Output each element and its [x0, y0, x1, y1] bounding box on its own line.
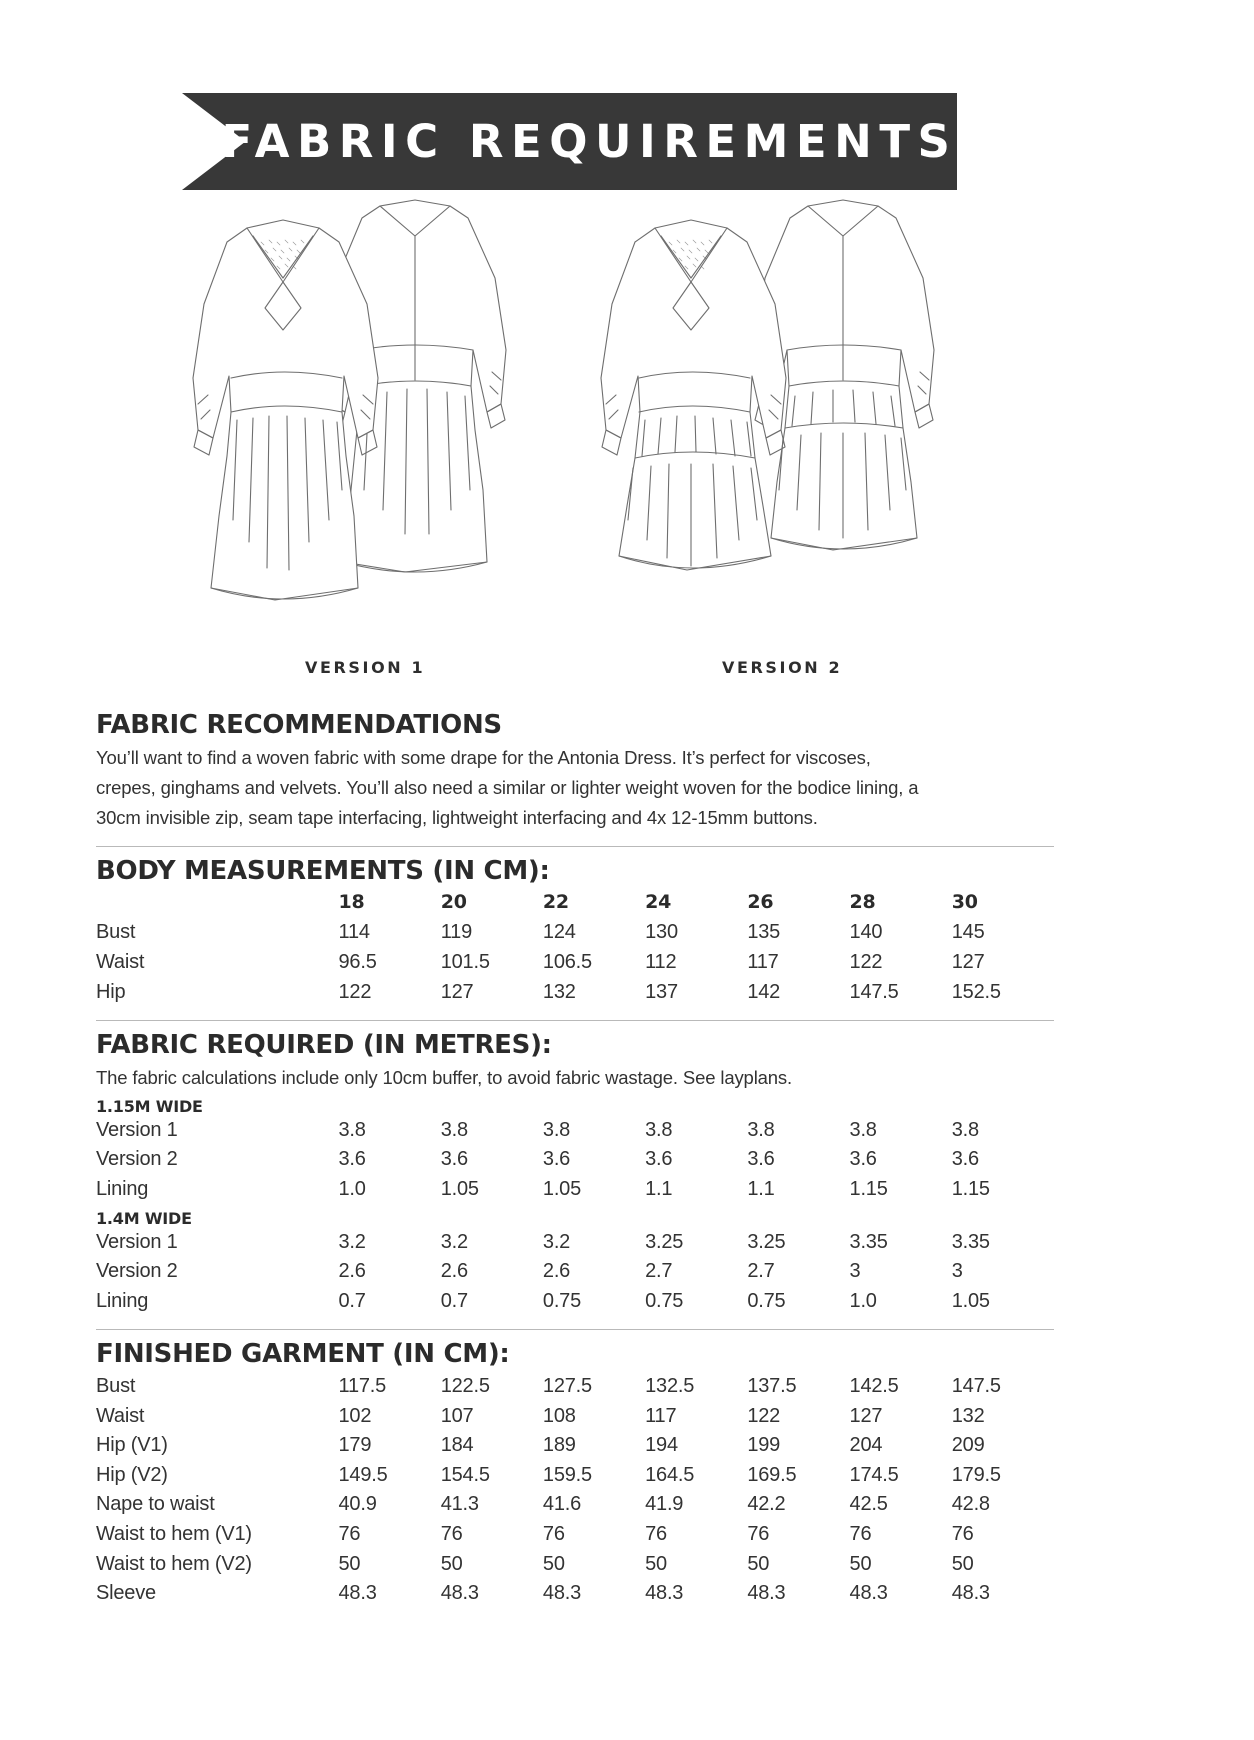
size-header-blank	[96, 888, 339, 918]
size-header: 20	[440, 891, 467, 914]
cell: 199	[747, 1434, 781, 1457]
row-label: Version 2	[96, 1148, 178, 1171]
body-measurements-heading: BODY MEASUREMENTS (IN CM):	[96, 855, 550, 886]
body-measurements-table	[96, 888, 1054, 1007]
cell: 117	[747, 950, 779, 973]
version-1-label: VERSION 1	[305, 658, 426, 677]
row-label: Bust	[96, 1375, 136, 1398]
size-header: 30	[951, 891, 978, 914]
divider	[96, 846, 1054, 847]
cell: 1.15	[951, 1177, 990, 1200]
cell: 2.6	[440, 1260, 468, 1283]
fabric-required-heading: FABRIC REQUIRED (IN METRES):	[96, 1030, 552, 1061]
cell: 209	[951, 1434, 985, 1457]
cell: 42.2	[747, 1493, 786, 1516]
cell: 145	[951, 921, 985, 944]
cell: 169.5	[747, 1463, 797, 1486]
cell: 119	[440, 921, 472, 944]
cell: 124	[542, 921, 576, 944]
cell: 3.8	[645, 1118, 673, 1141]
cell: 50	[440, 1552, 463, 1575]
cell: 3.6	[645, 1148, 673, 1171]
fabric-recommendations-line-3: 30cm invisible zip, seam tape interfacing, lightweight interfacing and 4x 12-15mm buttons.	[96, 806, 818, 828]
cell: 3.2	[338, 1230, 366, 1253]
size-header: 24	[645, 891, 672, 914]
cell: 2.7	[747, 1260, 775, 1283]
cell: 40.9	[338, 1493, 377, 1516]
size-header: 26	[747, 891, 774, 914]
cell: 50	[951, 1552, 974, 1575]
cell: 41.3	[440, 1493, 479, 1516]
cell: 137.5	[747, 1375, 797, 1398]
cell: 41.6	[542, 1493, 582, 1516]
table-header-row	[96, 888, 1054, 918]
cell: 127	[849, 1404, 883, 1427]
cell: 3.6	[849, 1148, 877, 1171]
cell: 3.35	[951, 1230, 990, 1253]
cell: 194	[645, 1434, 678, 1457]
cell: 117	[645, 1404, 677, 1427]
row-label: Version 2	[96, 1260, 178, 1283]
cell: 1.0	[849, 1289, 877, 1312]
cell: 2.6	[338, 1260, 366, 1283]
cell: 0.7	[440, 1289, 468, 1312]
cell: 42.5	[849, 1493, 888, 1516]
v1-back-view	[193, 220, 378, 600]
table-row	[96, 1579, 1054, 1609]
cell: 107	[440, 1404, 474, 1427]
cell: 50	[747, 1552, 770, 1575]
cell: 42.8	[951, 1493, 990, 1516]
cell: 149.5	[338, 1463, 388, 1486]
fabric-width-14-heading: 1.4M WIDE	[96, 1208, 192, 1228]
cell: 3	[951, 1260, 963, 1283]
cell: 0.75	[645, 1289, 684, 1312]
cell: 3.6	[440, 1148, 468, 1171]
table-row	[96, 948, 1054, 978]
cell: 154.5	[440, 1463, 490, 1486]
cell: 140	[849, 921, 883, 944]
cell: 76	[645, 1522, 667, 1545]
cell: 127.5	[542, 1375, 592, 1398]
fabric-recommendations-section	[96, 710, 1054, 833]
finished-garment-table	[96, 1372, 1054, 1609]
cell: 174.5	[849, 1463, 899, 1486]
table-row	[96, 1461, 1054, 1491]
cell: 48.3	[542, 1582, 582, 1605]
cell: 0.7	[338, 1289, 366, 1312]
content-area	[96, 710, 1054, 1609]
table-row	[96, 1431, 1054, 1461]
cell: 50	[542, 1552, 565, 1575]
table-row	[96, 918, 1054, 948]
cell: 3.8	[440, 1118, 468, 1141]
cell: 114	[338, 921, 370, 944]
cell: 76	[747, 1522, 770, 1545]
cell: 147.5	[849, 980, 899, 1003]
table-row	[96, 1145, 1054, 1175]
cell: 122	[338, 980, 372, 1003]
cell: 48.3	[747, 1582, 786, 1605]
cell: 3.25	[747, 1230, 786, 1253]
cell: 3.6	[951, 1148, 979, 1171]
version-2-label: VERSION 2	[722, 658, 843, 677]
cell: 0.75	[747, 1289, 786, 1312]
cell: 96.5	[338, 950, 377, 973]
fabric-recommendations-line-2: crepes, ginghams and velvets. You’ll also need a similar or lighter weight woven for the bodice lining, a	[96, 776, 919, 798]
cell: 48.3	[645, 1582, 684, 1605]
fabric-required-14-table	[96, 1228, 1054, 1317]
cell: 112	[645, 950, 677, 973]
cell: 76	[338, 1522, 361, 1545]
row-label: Waist	[96, 1404, 145, 1427]
cell: 3.8	[849, 1118, 877, 1141]
cell: 122.5	[440, 1375, 490, 1398]
version-1-illustration	[165, 190, 525, 610]
cell: 76	[440, 1522, 463, 1545]
cell: 3.8	[747, 1118, 775, 1141]
cell: 204	[849, 1434, 883, 1457]
row-label: Waist to hem (V2)	[96, 1552, 252, 1575]
garment-illustrations	[0, 190, 1254, 610]
row-label: Version 1	[96, 1118, 178, 1141]
divider	[96, 1329, 1054, 1330]
row-label: Nape to waist	[96, 1493, 215, 1516]
page-title: FABRIC REQUIREMENTS	[221, 115, 958, 168]
row-label: Waist	[96, 950, 145, 973]
cell: 164.5	[645, 1463, 695, 1486]
row-label: Hip (V2)	[96, 1463, 168, 1486]
cell: 0.75	[542, 1289, 582, 1312]
size-header: 28	[849, 891, 876, 914]
cell: 132	[542, 980, 576, 1003]
row-label: Bust	[96, 921, 136, 944]
table-row	[96, 1550, 1054, 1580]
cell: 1.1	[747, 1177, 775, 1200]
cell: 184	[440, 1434, 474, 1457]
cell: 50	[645, 1552, 667, 1575]
cell: 3.6	[747, 1148, 775, 1171]
finished-garment-heading: FINISHED GARMENT (IN CM):	[96, 1339, 510, 1370]
cell: 189	[542, 1434, 576, 1457]
row-label: Version 1	[96, 1230, 178, 1253]
row-label: Hip (V1)	[96, 1434, 168, 1457]
version-labels	[0, 658, 1254, 688]
cell: 130	[645, 921, 678, 944]
cell: 3.6	[542, 1148, 571, 1171]
table-row	[96, 1228, 1054, 1258]
version-2-illustration	[575, 190, 975, 610]
table-row	[96, 978, 1054, 1008]
cell: 3.25	[645, 1230, 684, 1253]
cell: 132	[951, 1404, 985, 1427]
cell: 152.5	[951, 980, 1001, 1003]
table-row	[96, 1490, 1054, 1520]
cell: 2.7	[645, 1260, 673, 1283]
cell: 117.5	[338, 1375, 387, 1398]
cell: 3.8	[338, 1118, 366, 1141]
cell: 76	[849, 1522, 872, 1545]
row-label: Hip	[96, 980, 126, 1003]
row-label: Lining	[96, 1289, 149, 1312]
cell: 3.2	[542, 1230, 571, 1253]
fabric-width-115-heading: 1.15M WIDE	[96, 1096, 203, 1116]
table-row	[96, 1287, 1054, 1317]
cell: 122	[747, 1404, 781, 1427]
cell: 142	[747, 980, 781, 1003]
table-row	[96, 1257, 1054, 1287]
cell: 48.3	[849, 1582, 888, 1605]
cell: 3	[849, 1260, 861, 1283]
finished-garment-section	[96, 1339, 1054, 1608]
cell: 108	[542, 1404, 576, 1427]
cell: 1.05	[542, 1177, 582, 1200]
cell: 127	[951, 950, 985, 973]
fabric-recommendations-heading: FABRIC RECOMMENDATIONS	[96, 710, 502, 740]
cell: 127	[440, 980, 474, 1003]
table-row	[96, 1520, 1054, 1550]
cell: 159.5	[542, 1463, 592, 1486]
table-row	[96, 1116, 1054, 1146]
cell: 102	[338, 1404, 372, 1427]
table-row	[96, 1175, 1054, 1205]
cell: 122	[849, 950, 883, 973]
cell: 106.5	[542, 950, 592, 973]
cell: 50	[338, 1552, 361, 1575]
cell: 41.9	[645, 1493, 684, 1516]
cell: 137	[645, 980, 678, 1003]
table-row	[96, 1402, 1054, 1432]
cell: 2.6	[542, 1260, 571, 1283]
cell: 142.5	[849, 1375, 899, 1398]
cell: 135	[747, 921, 781, 944]
cell: 101.5	[440, 950, 490, 973]
v2-back-view	[601, 220, 786, 570]
fabric-recommendations-line-1: You’ll want to find a woven fabric with some drape for the Antonia Dress. It’s perfect for viscoses,	[96, 746, 871, 768]
cell: 76	[542, 1522, 565, 1545]
cell: 1.0	[338, 1177, 366, 1200]
cell: 1.05	[951, 1289, 990, 1312]
cell: 48.3	[951, 1582, 990, 1605]
cell: 3.35	[849, 1230, 888, 1253]
cell: 3.8	[542, 1118, 571, 1141]
cell: 1.15	[849, 1177, 888, 1200]
cell: 3.8	[951, 1118, 979, 1141]
table-row	[96, 1372, 1054, 1402]
cell: 3.6	[338, 1148, 366, 1171]
cell: 50	[849, 1552, 872, 1575]
fabric-required-115-table	[96, 1116, 1054, 1205]
cell: 48.3	[440, 1582, 479, 1605]
size-header: 18	[338, 891, 365, 914]
fabric-required-note: The fabric calculations include only 10cm buffer, to avoid fabric wastage. See layplans.	[96, 1066, 793, 1088]
row-label: Sleeve	[96, 1582, 156, 1605]
fabric-required-section	[96, 1030, 1054, 1316]
divider	[96, 1020, 1054, 1021]
row-label: Waist to hem (V1)	[96, 1522, 252, 1545]
cell: 179	[338, 1434, 372, 1457]
cell: 48.3	[338, 1582, 377, 1605]
cell: 76	[951, 1522, 974, 1545]
cell: 3.2	[440, 1230, 468, 1253]
cell: 132.5	[645, 1375, 695, 1398]
cell: 1.05	[440, 1177, 479, 1200]
cell: 147.5	[951, 1375, 1001, 1398]
body-measurements-section	[96, 856, 1054, 1008]
page-banner	[182, 93, 957, 190]
size-header: 22	[542, 891, 569, 914]
cell: 1.1	[645, 1177, 673, 1200]
row-label: Lining	[96, 1177, 149, 1200]
cell: 179.5	[951, 1463, 1001, 1486]
